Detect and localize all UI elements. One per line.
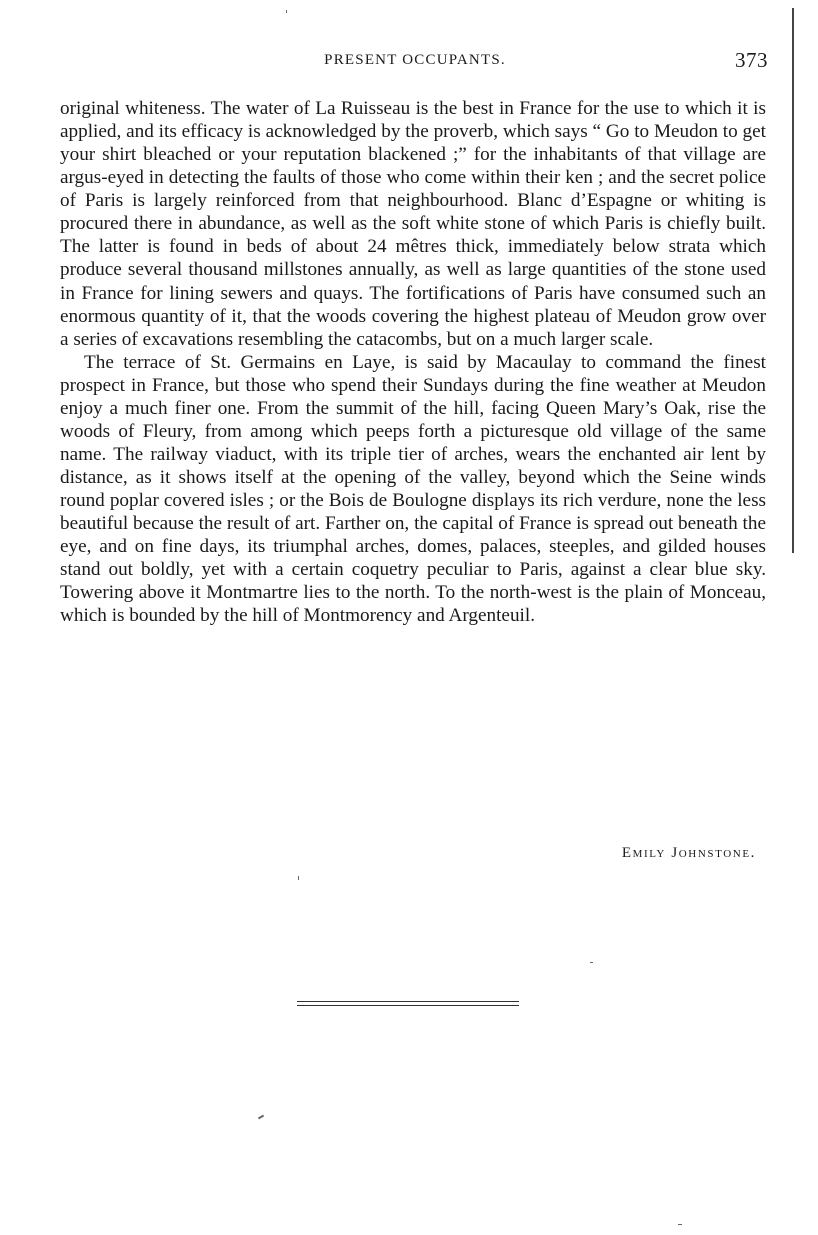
section-end-rule (297, 1001, 519, 1007)
author-signature: Emily Johnstone. (621, 845, 756, 861)
print-speck (298, 876, 299, 880)
paragraph-1: original whiteness. The water of La Ruisseau is the best in France for the use to which it is applied, and its efficacy is acknowledged by the proverb, which says “ Go to Meudon to get your shirt bleached or your reputation blackened ;” for the inhabitants of that village are argus-eyed in detecting the faults of those who come within their ken ; and the secret police of Paris is largely reinforced from that neighbourhood. Blanc d’Espagne or whiting is procured there in abundance, as well as the soft white stone of which Paris is chiefly built. The latter is found in beds of about 24 mêtres thick, immediately below strata which produce several thousand millstones annually, as well as large quantities of the stone used in France for lining sewers and quays. The fortifications of Paris have consumed such an enormous quantity of it, that the woods covering the highest plateau of Meudon grow over a series of excavations resembling the catacombs, but on a much larger scale. (60, 98, 766, 350)
rule-line-bottom (297, 1005, 519, 1006)
print-speck (258, 1115, 264, 1120)
running-title: PRESENT OCCUPANTS. (324, 52, 506, 68)
running-head (60, 48, 770, 72)
rule-line-top (297, 1001, 519, 1002)
print-speck (286, 10, 287, 13)
print-speck (590, 962, 593, 963)
page-number: 373 (735, 48, 768, 72)
body-text (60, 97, 766, 627)
print-speck (678, 1224, 682, 1225)
paragraph-2: The terrace of St. Germains en Laye, is said by Macaulay to command the finest prospect in France, but those who spend their Sundays during the fine weather at Meudon enjoy a much finer one. From the summit of the hill, facing Queen Mary’s Oak, rise the woods of Fleury, from among which peeps forth a picturesque old village of the same name. The railway viaduct, with its triple tier of arches, wears the enchanted air lent by distance, as it shows itself at the opening of the valley, beyond which the Seine winds round poplar covered isles ; or the Bois de Boulogne displays its rich verdure, none the less beautiful because the result of art. Farther on, the capital of France is spread out beneath the eye, and on fine days, its triumphal arches, domes, palaces, steeples, and gilded houses stand out boldly, yet with a certain coquetry peculiar to Paris, against a clear blue sky. Towering above it Montmartre lies to the north. To the north-west is the plain of Monceau, which is bounded by the hill of Montmorency and Argenteuil. (60, 351, 766, 627)
page-edge-line (792, 8, 794, 553)
